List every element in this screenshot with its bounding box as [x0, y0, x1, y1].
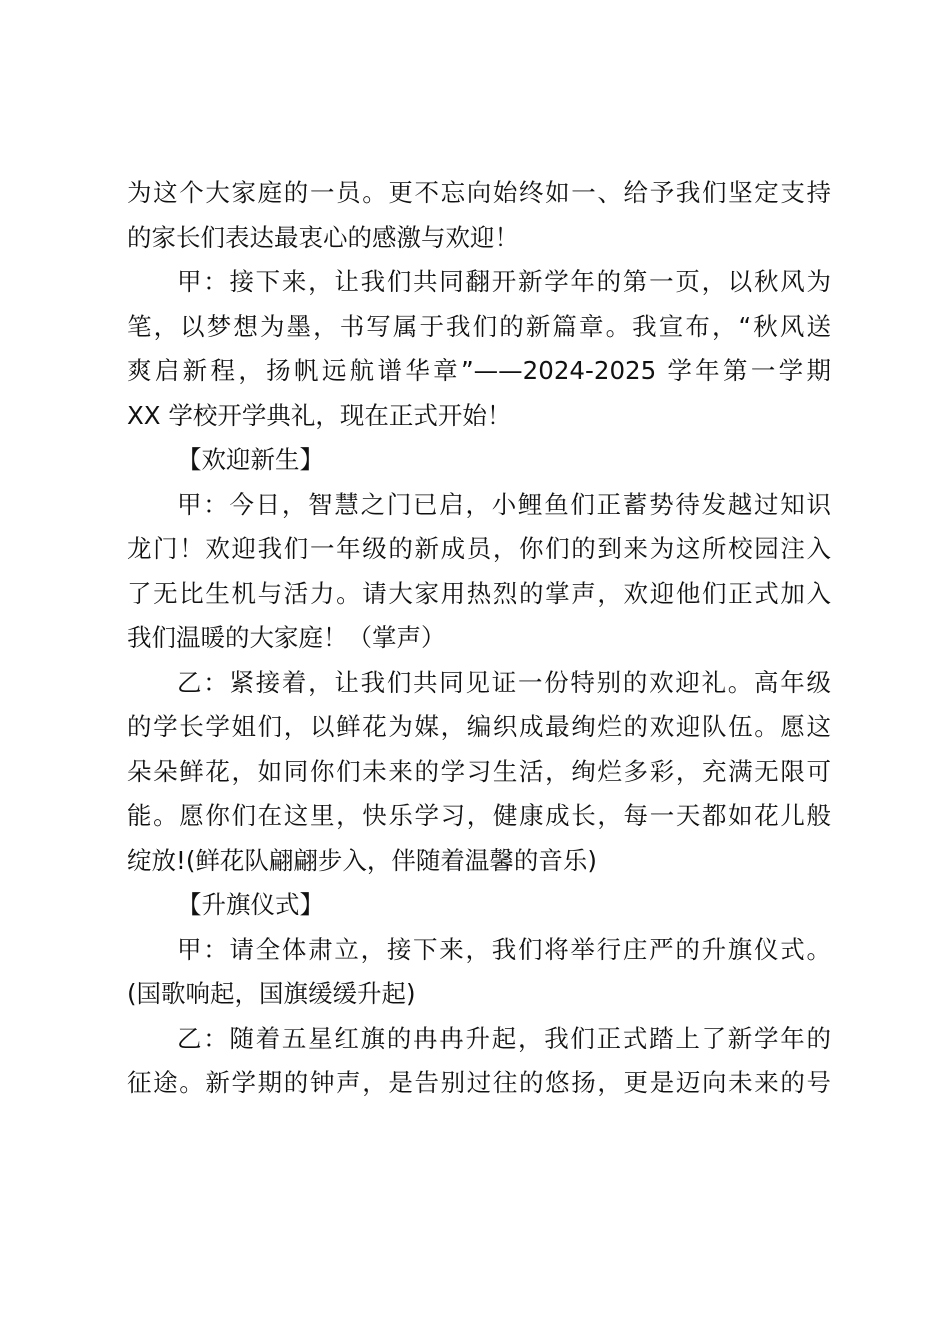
text-line: 我们温暖的大家庭！（掌声） [127, 623, 446, 652]
document-body [127, 171, 831, 1106]
text-line: 朵朵鲜花，如同你们未来的学习生活，绚烂多彩，充满无限可 [127, 756, 831, 786]
text-line: 爽启新程，扬帆远航谱华章”——2024-2025 学年第一学期 [127, 356, 831, 385]
text-line: 甲：接下来，让我们共同翻开新学年的第一页，以秋风为 [177, 267, 831, 296]
text-line: 【欢迎新生】 [177, 445, 324, 474]
text-line: 征途。新学期的钟声，是告别过往的悠扬，更是迈向未来的号 [127, 1068, 831, 1097]
text-line: 笔，以梦想为墨，书写属于我们的新篇章。我宣布，“秋风送 [127, 311, 831, 341]
text-line: 龙门！欢迎我们一年级的新成员，你们的到来为这所校园注入 [127, 534, 831, 563]
text-line: 绽放!(鲜花队翩翩步入，伴随着温馨的音乐) [127, 845, 597, 875]
text-line: 的家长们表达最衷心的感激与欢迎！ [127, 222, 519, 252]
text-line: 【升旗仪式】 [177, 890, 324, 919]
text-line: 甲：今日，智慧之门已启，小鲤鱼们正蓄势待发越过知识 [177, 489, 831, 519]
text-line: 为这个大家庭的一员。更不忘向始终如一、给予我们坚定支持 [127, 178, 831, 207]
text-line: 了无比生机与活力。请大家用热烈的掌声，欢迎他们正式加入 [127, 578, 831, 608]
text-line: XX 学校开学典礼，现在正式开始！ [127, 400, 512, 430]
text-line: 乙：随着五星红旗的冉冉升起，我们正式踏上了新学年的 [177, 1023, 831, 1053]
text-line: 甲：请全体肃立，接下来，我们将举行庄严的升旗仪式。 [177, 934, 831, 964]
text-line: 乙：紧接着，让我们共同见证一份特别的欢迎礼。高年级 [177, 667, 831, 697]
text-line: 的学长学姐们，以鲜花为媒，编织成最绚烂的欢迎队伍。愿这 [127, 712, 831, 741]
text-line: 能。愿你们在这里，快乐学习，健康成长，每一天都如花儿般 [127, 801, 831, 830]
text-line: (国歌响起，国旗缓缓升起) [127, 979, 416, 1008]
